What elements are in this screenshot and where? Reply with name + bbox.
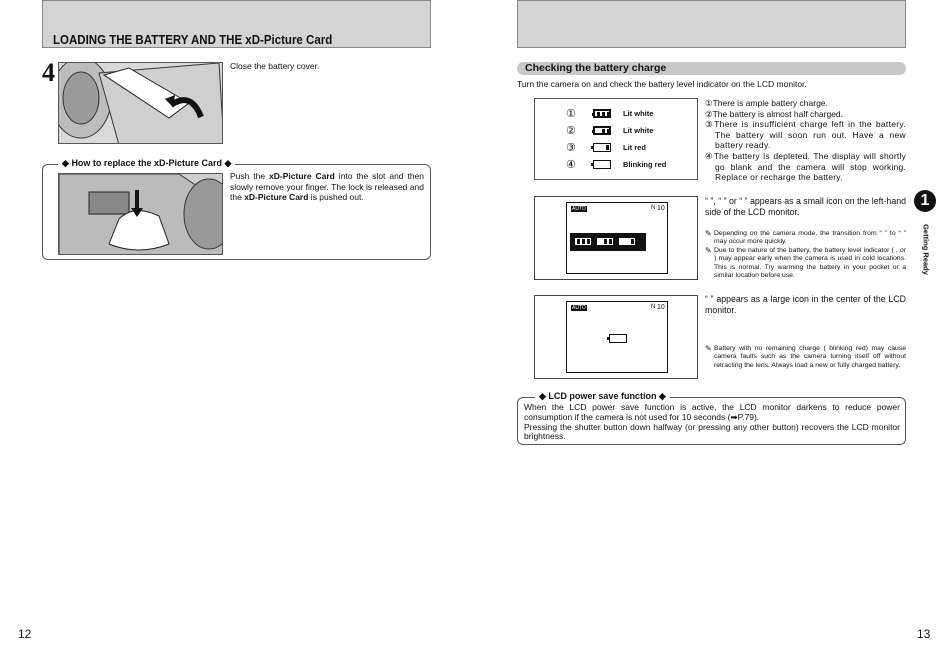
battery-table-row <box>535 141 699 155</box>
chapter-label: Getting Ready <box>921 224 931 275</box>
replace-text-2: into the slot and then slowly remove your finger. The lock is released and the <box>230 171 424 202</box>
replace-brand-2: xD-Picture Card <box>244 192 309 202</box>
finger-pushing-card-drawing <box>59 174 223 255</box>
battery-bar <box>607 129 610 134</box>
bullet-diamond-icon: ◆ <box>224 158 232 168</box>
replace-text-1: Push the <box>230 171 270 181</box>
note-3 <box>705 345 906 370</box>
right-header-box <box>517 0 906 48</box>
replace-card-text <box>230 171 424 203</box>
battery-level-table <box>534 98 698 180</box>
shots-remaining-1: 10 <box>657 205 665 212</box>
lcd-large-icon-figure <box>534 295 698 379</box>
pencil-note-icon: ✎ <box>705 344 712 353</box>
lcd-screen-1 <box>566 202 668 274</box>
battery-row-status: Lit white <box>623 126 654 135</box>
battery-row-number: ① <box>566 108 576 120</box>
battery-bar <box>597 112 600 117</box>
lcd-small-icon-figure <box>534 196 698 280</box>
shots-remaining-2: 10 <box>657 304 665 311</box>
level-descriptions <box>705 98 906 183</box>
right-page-number: 13 <box>917 627 931 641</box>
battery-half-icon <box>596 237 614 246</box>
section-title: Checking the battery charge <box>525 62 667 74</box>
note-1 <box>705 230 906 247</box>
level-description-4: ④The battery is depleted. The display will shortly go blank and the camera will stop working. Replace or recharge the battery. <box>705 150 906 183</box>
section-title-bar <box>517 62 906 75</box>
chapter-tab <box>914 190 936 212</box>
battery-low-icon <box>618 237 636 246</box>
battery-level-icon <box>593 126 611 135</box>
battery-row-status: Lit white <box>623 109 654 118</box>
replace-brand-1: xD-Picture Card <box>269 171 335 181</box>
battery-cover-illustration <box>58 62 223 144</box>
large-icon-text: “ ” appears as a large icon in the center of the LCD monitor. <box>705 294 906 315</box>
bullet-diamond-icon: ◆ <box>62 158 69 168</box>
step-text: Close the battery cover. <box>230 61 320 71</box>
chapter-number: 1 <box>920 192 930 209</box>
auto-mode-label: AUTO <box>572 206 586 212</box>
battery-table-row <box>535 124 699 138</box>
battery-row-status: Lit red <box>623 143 646 152</box>
battery-bar <box>606 145 609 150</box>
battery-bar <box>602 129 605 134</box>
note-2 <box>705 247 906 280</box>
battery-table-row <box>535 107 699 121</box>
step-number: 4 <box>42 58 55 87</box>
small-icons-group <box>570 233 646 251</box>
replace-title-brand: xD-Picture Card <box>153 158 222 168</box>
pencil-note-icon: ✎ <box>705 246 712 255</box>
battery-empty-large-icon <box>609 334 627 343</box>
lcd-screen-2 <box>566 301 668 373</box>
pencil-note-icon: ✎ <box>705 229 712 238</box>
note-2-text: Due to the nature of the battery, the battery level indicator ( , or ) may appear early when the camera is used in cold locations. This is normal. Try warming the battery in your pocket or a similar location before use. <box>714 247 906 279</box>
battery-bar <box>607 112 610 117</box>
battery-row-status: Blinking red <box>623 160 667 169</box>
left-header-title: LOADING THE BATTERY AND THE xD-Picture Card <box>53 33 333 47</box>
small-icon-text-content: “ ”, “ ” or “ ” appears as a small icon on the left-hand side of the LCD monitor. <box>705 196 906 217</box>
quality-label: N <box>651 205 656 211</box>
auto-mode-label: AUTO <box>572 305 586 311</box>
battery-row-number: ② <box>566 125 576 137</box>
power-save-text <box>524 403 900 442</box>
battery-row-number: ③ <box>566 142 576 154</box>
power-save-title: ◆ LCD power save function ◆ <box>535 391 670 402</box>
card-insert-illustration <box>58 173 223 255</box>
camera-closing-cover-drawing <box>59 63 223 144</box>
note-3-text: Battery with no remaining charge ( blinking red) may cause camera faults such as the camera turning itself off without retracting the lens. Always load a new or fully charged battery. <box>714 345 906 369</box>
replace-card-box-title <box>58 158 235 169</box>
small-icon-text <box>705 196 906 218</box>
battery-bar <box>602 112 605 117</box>
note-1-text: Depending on the camera mode, the transition from “ ” to “ ” may occur more quickly. <box>714 230 906 246</box>
level-description-2: ②The battery is almost half charged. <box>705 108 844 119</box>
level-description-3: ③There is insufficient charge left in the battery. The battery will soon run out. Have a new battery ready. <box>705 119 906 151</box>
left-header-box <box>42 0 431 48</box>
level-description-1: ①There is ample battery charge. <box>705 98 828 108</box>
battery-intro: Turn the camera on and check the battery level indicator on the LCD monitor. <box>517 79 807 89</box>
power-save-text-2: Pressing the shutter button down halfway (or pressing any other button) recovers the LCD monitor brightness. <box>524 421 900 442</box>
quality-label: N <box>651 304 656 310</box>
left-page-number: 12 <box>18 627 32 641</box>
replace-title-prefix: How to replace the <box>71 158 154 168</box>
battery-level-icon <box>593 143 611 152</box>
battery-table-row <box>535 158 699 172</box>
battery-full-icon <box>574 237 592 246</box>
battery-level-icon <box>593 109 611 118</box>
replace-text-3: is pushed out. <box>308 192 364 202</box>
battery-level-icon <box>593 160 611 169</box>
battery-row-number: ④ <box>566 159 576 171</box>
power-save-text-1: When the LCD power save function is active, the LCD monitor darkens to reduce power consumption if the camera is not used for 10 seconds (➡P.79). <box>524 402 900 422</box>
